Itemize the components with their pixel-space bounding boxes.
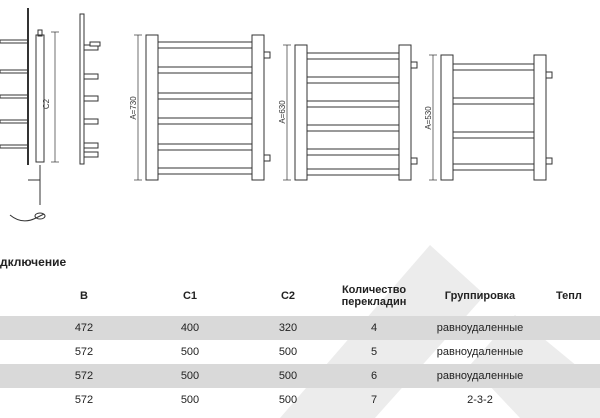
table-row	[0, 364, 600, 388]
table-cell	[0, 316, 30, 340]
table-cell	[0, 364, 30, 388]
header-cell: Группировка	[444, 290, 516, 302]
table-cell: 6	[334, 364, 414, 388]
header-cell	[0, 276, 30, 316]
header-cell: C2	[280, 290, 296, 302]
table-cell: 500	[278, 346, 298, 358]
header-cell: C1	[182, 290, 198, 302]
table-cell: 500	[180, 394, 200, 406]
table-cell: 5	[370, 346, 378, 358]
table-cell: равноудаленные	[436, 346, 524, 358]
table-cell	[0, 340, 30, 364]
dimension-label-c2: C2	[42, 98, 51, 110]
table-row	[0, 316, 600, 340]
header-cell: B	[80, 290, 88, 302]
header-cell: Количество перекладин	[341, 284, 407, 308]
table-cell: 4	[334, 316, 414, 340]
towel-rail-drawing-side	[0, 8, 100, 221]
specs-table	[0, 276, 600, 412]
section-title: дключение	[0, 255, 67, 269]
table-cell: 472	[30, 316, 138, 340]
table-cell: равноудаленные	[414, 364, 546, 388]
table-cell	[546, 316, 600, 340]
table-cell	[0, 388, 30, 412]
dimension-label-a530: A=530	[424, 106, 433, 130]
table-cell	[546, 388, 600, 412]
table-row	[0, 340, 600, 364]
towel-rail-drawing-a530	[429, 55, 552, 180]
header-cell: Тепл	[556, 290, 582, 302]
towel-rail-drawing-a630	[283, 45, 417, 180]
dimension-label-a630: A=630	[278, 100, 287, 124]
table-cell	[546, 364, 600, 388]
table-cell: 572	[74, 394, 94, 406]
towel-rail-drawing-a730	[134, 35, 270, 180]
table-cell: 400	[138, 316, 242, 340]
table-cell: 572	[74, 346, 94, 358]
table-cell: 320	[242, 316, 334, 340]
dimension-label-a730: A=730	[129, 96, 138, 120]
table-cell: 500	[138, 364, 242, 388]
table-cell: 500	[242, 364, 334, 388]
table-cell: 7	[370, 394, 378, 406]
table-row	[0, 388, 600, 412]
table-cell: 500	[180, 346, 200, 358]
table-header-row	[0, 276, 600, 316]
table-cell: 2-3-2	[467, 394, 493, 406]
table-cell: равноудаленные	[414, 316, 546, 340]
table-cell	[546, 340, 600, 364]
table-cell: 572	[30, 364, 138, 388]
table-cell: 500	[278, 394, 298, 406]
